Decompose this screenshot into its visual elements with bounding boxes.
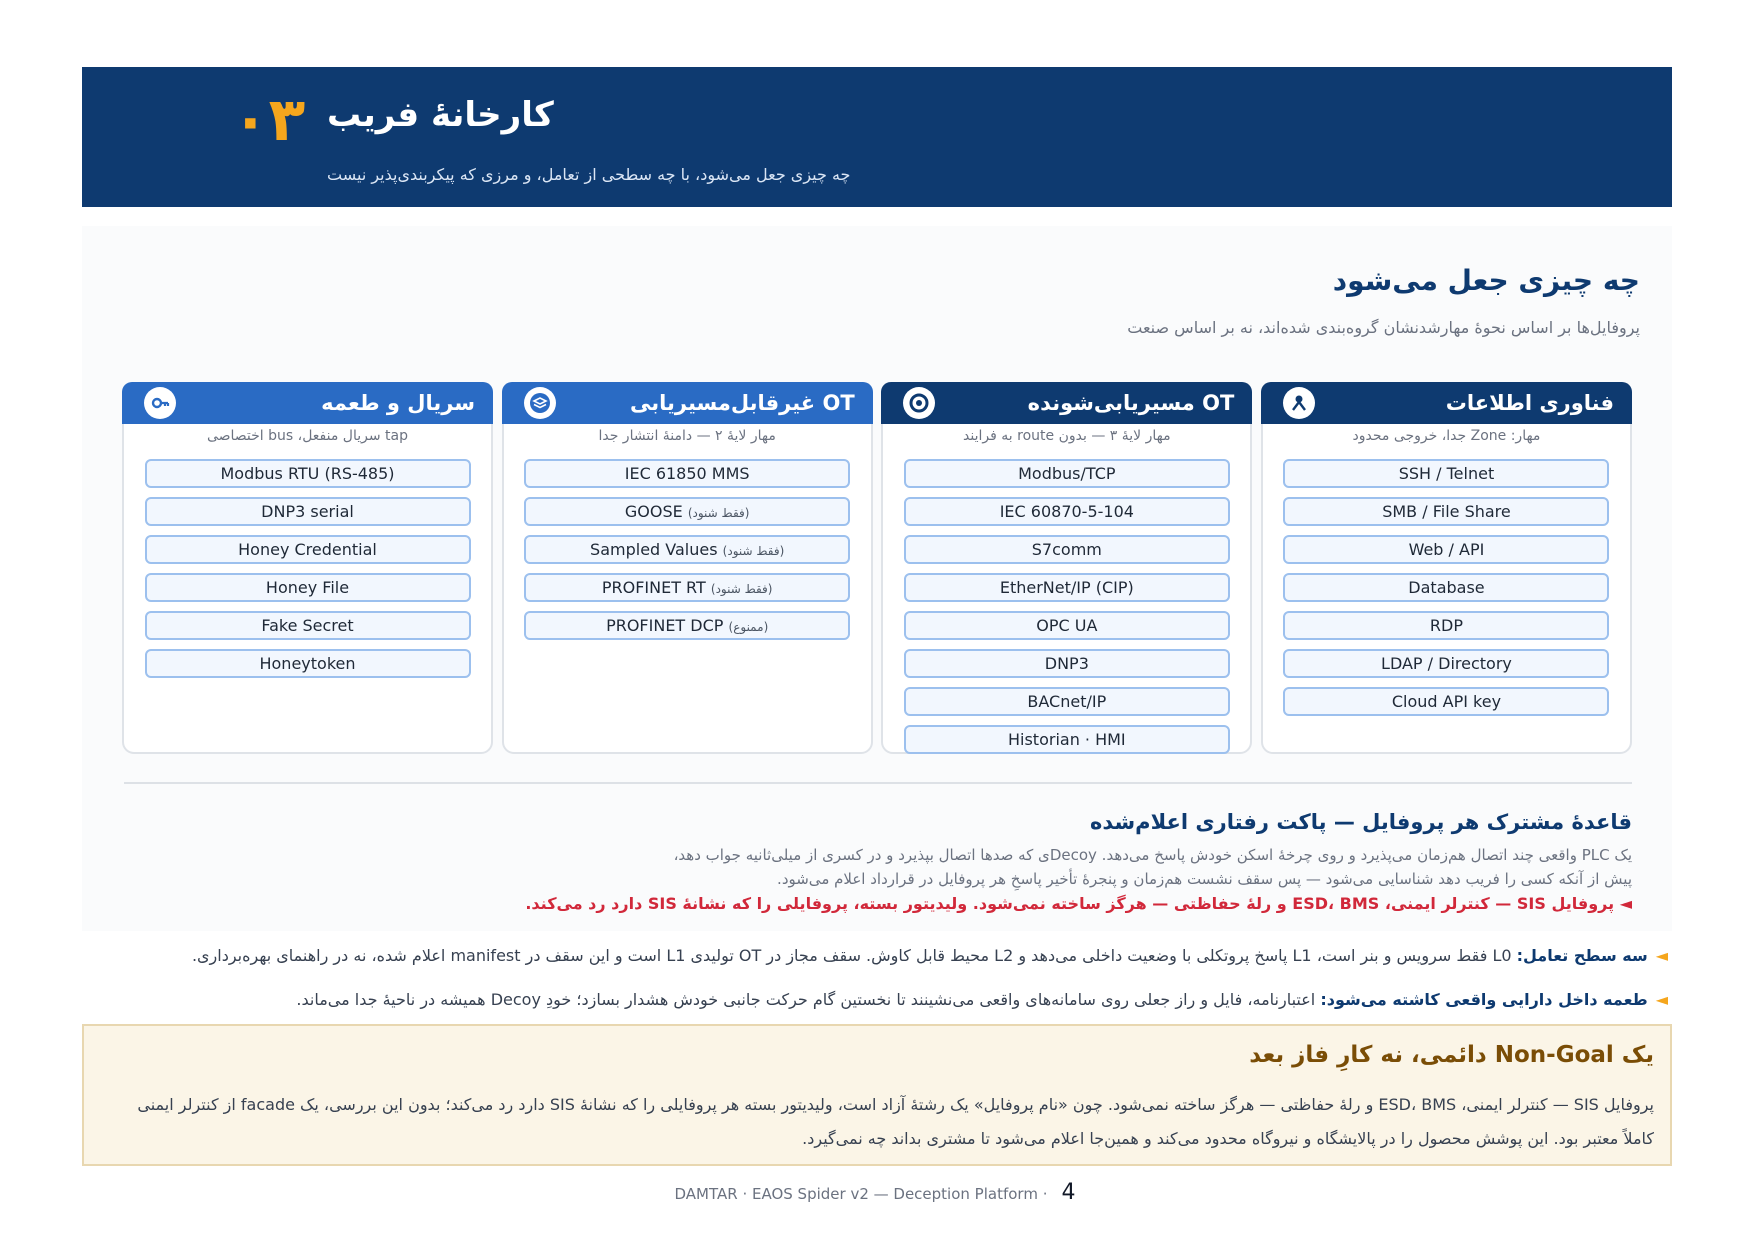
chapter-subtitle: چه چیزی جعل می‌شود، با چه سطحی از تعامل، و مرزی که پیکربندی‌پذیر نیست (327, 165, 851, 184)
person-network-icon (1283, 387, 1315, 419)
column-ot-non-routable (502, 382, 873, 754)
profile-pill: RDP (1283, 611, 1609, 640)
key-icon (144, 387, 176, 419)
profile-pill: Sampled Values (فقط شنود) (524, 535, 850, 564)
target-icon (903, 387, 935, 419)
column-header (881, 382, 1252, 424)
profile-pill: IEC 61850 MMS (524, 459, 850, 488)
section-title: چه چیزی جعل می‌شود (1332, 264, 1640, 297)
profile-pill: Modbus RTU (RS-485) (145, 459, 471, 488)
profile-pill: PROFINET RT (فقط شنود) (524, 573, 850, 602)
chapter-number: ۰۳ (232, 85, 306, 155)
section-subtitle: پروفایل‌ها بر اساس نحوهٔ مهارشدنشان گروه‌بندی شده‌اند، نه بر اساس صنعت (1127, 318, 1640, 337)
rule-title: قاعدهٔ مشترک هر پروفایل — پاکت رفتاری اعلام‌شده (1090, 810, 1632, 834)
profile-pill: BACnet/IP (904, 687, 1230, 716)
bullet-bait-placement: ◄طعمه داخل دارایی واقعی کاشته می‌شود: اعتبارنامه، فایل و راز جعلی روی سامانه‌های واقعی می‌نشینند تا نخستین گام حرکت جانبی خودش هشدار بسازد؛ خودِ Decoy همیشه در ناحیهٔ جدا می‌ماند. (296, 990, 1668, 1009)
column-title: سریال و طعمه (321, 391, 475, 415)
profile-pill: Honeytoken (145, 649, 471, 678)
non-goal-box (82, 1024, 1672, 1166)
column-caption: مهار لایهٔ ۲ — دامنهٔ انتشار جدا (598, 428, 776, 444)
rule-line-2: پیش از آنکه کسی را فریب دهد شناسایی می‌شود — پس سقف نشست هم‌زمان و پنجرهٔ تأخیر پاسخِ هر پروفایل در قرارداد اعلام می‌شود. (777, 870, 1632, 888)
profile-pill: Database (1283, 573, 1609, 602)
profile-pill: SSH / Telnet (1283, 459, 1609, 488)
profile-pill: IEC 60870-5-104 (904, 497, 1230, 526)
column-header (502, 382, 873, 424)
rule-line-1: یک PLC واقعی چند اتصال هم‌زمان می‌پذیرد و روی چرخهٔ اسکن خودش پاسخ می‌دهد. Decoyی که صدها اتصال بپذیرد و در کسری از میلی‌ثانیه جواب دهد، (673, 846, 1632, 864)
profile-pill: Historian · HMI (904, 725, 1230, 754)
column-header (122, 382, 493, 424)
page-number: 4 (1061, 1180, 1076, 1205)
profile-pill: Honey Credential (145, 535, 471, 564)
column-caption: tap سریال منفعل، bus اختصاصی (206, 428, 409, 444)
bullet-interaction-levels: ◄سه سطح تعامل: L0 فقط سرویس و بنر است، L1 پاسخ پروتکلی با وضعیت داخلی می‌دهد و L2 محیط قابل کاوش. سقف مجاز در OT تولیدی L1 است و این سقف در manifest اعلام شده، نه در راهنمای بهره‌برداری. (191, 946, 1668, 965)
profile-pill: DNP3 serial (145, 497, 471, 526)
profile-pill: Modbus/TCP (904, 459, 1230, 488)
triangle-bullet-icon: ◄ (1655, 990, 1668, 1009)
main-card (82, 226, 1672, 931)
footer-text: DAMTAR · EAOS Spider v2 — Deception Platform · (674, 1185, 1048, 1203)
column-it (1261, 382, 1632, 754)
profile-pill: PROFINET DCP (ممنوع) (524, 611, 850, 640)
triangle-bullet-icon: ◄ (1655, 946, 1668, 965)
column-title: OT مسیریابی‌شونده (1027, 391, 1235, 415)
chapter-title: کارخانهٔ فریب (327, 95, 554, 135)
column-caption: مهار: Zone جدا، خروجی محدود (1352, 428, 1541, 444)
profile-pill: Honey File (145, 573, 471, 602)
profile-pill: SMB / File Share (1283, 497, 1609, 526)
profile-pill: LDAP / Directory (1283, 649, 1609, 678)
layers-icon (524, 387, 556, 419)
profile-pill: GOOSE (فقط شنود) (524, 497, 850, 526)
column-serial-bait (122, 382, 493, 754)
footer (0, 1180, 1750, 1205)
profile-pill: S7comm (904, 535, 1230, 564)
column-title: OT غیرقابل‌مسیریابی (630, 391, 855, 415)
sis-warning: ◄ پروفایل SIS — کنترلر ایمنی، ESD، BMS و رلهٔ حفاظتی — هرگز ساخته نمی‌شود. ولیدیتور بسته، پروفایلی را که نشانهٔ SIS دارد رد می‌کند. (525, 894, 1632, 913)
profile-pill: Fake Secret (145, 611, 471, 640)
profile-pill: EtherNet/IP (CIP) (904, 573, 1230, 602)
profile-pill: DNP3 (904, 649, 1230, 678)
column-title: فناوری اطلاعات (1445, 391, 1614, 415)
profile-pill: Web / API (1283, 535, 1609, 564)
non-goal-title: یک Non-Goal دائمی، نه کارِ فاز بعد (1249, 1042, 1654, 1068)
header-band (82, 67, 1672, 207)
column-caption: مهار لایهٔ ۳ — بدون route به فرایند (963, 428, 1171, 444)
non-goal-text: پروفایل SIS — کنترلر ایمنی، ESD، BMS و رلهٔ حفاظتی — هرگز ساخته نمی‌شود. چون «نام پروفایل» یک رشتهٔ آزاد است، ولیدیتور بسته هر پروفایلی را که نشانهٔ SIS دارد رد می‌کند؛ بدون این بررسی، یک facade از کنترلر ایمنی کاملاً معتبر بود. این پوشش محصول را در پالایشگاه و نیروگاه محدود می‌کند و همین‌جا اعلام می‌شود تا مشتری بداند چه نمی‌گیرد. (137, 1095, 1654, 1148)
divider (124, 782, 1632, 784)
profile-pill: OPC UA (904, 611, 1230, 640)
column-ot-routable (881, 382, 1252, 754)
column-header (1261, 382, 1632, 424)
profile-pill: Cloud API key (1283, 687, 1609, 716)
profile-columns (122, 382, 1632, 749)
